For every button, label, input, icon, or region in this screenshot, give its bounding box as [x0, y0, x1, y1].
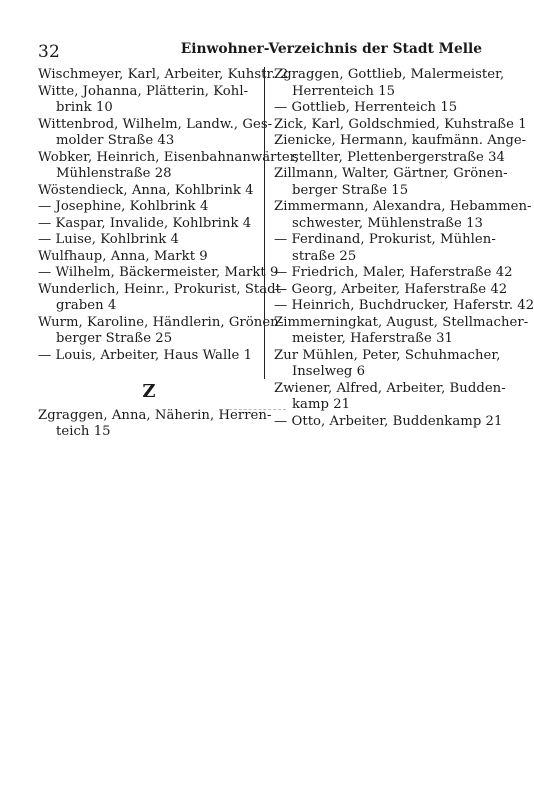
directory-entry [38, 84, 260, 117]
entry-line: — Georg, Arbeiter, Haferstraße 42 [274, 281, 508, 297]
directory-entry [38, 232, 260, 249]
entry-line: Wöstendieck, Anna, Kohlbrink 4 [38, 182, 254, 198]
directory-entry [274, 314, 529, 348]
footer-rule [229, 409, 286, 410]
directory-entry [38, 281, 286, 315]
entry-line: Zimmerningkat, August, Stellmacher- [274, 314, 529, 330]
directory-entry [274, 133, 527, 166]
entry-line: — Luise, Kohlbrink 4 [38, 232, 179, 247]
entry-continuation-line: stellter, Plettenbergerstraße 34 [292, 149, 505, 165]
entry-line: Zimmermann, Alexandra, Hebammen- [274, 199, 532, 214]
entry-continuation-line: berger Straße 25 [56, 331, 173, 346]
entry-line: Wittenbrod, Wilhelm, Landw., Ges- [38, 116, 273, 132]
entry-line: Zienicke, Hermann, kaufmänn. Ange- [274, 133, 527, 148]
directory-entry [274, 413, 503, 431]
entry-line: — Heinrich, Buchdrucker, Haferstr. 42 [274, 298, 534, 313]
entry-line: — Otto, Arbeiter, Buddenkamp 21 [274, 413, 503, 429]
entry-line: — Louis, Arbeiter, Haus Walle 1 [38, 347, 253, 363]
entry-line: Zgraggen, Gottlieb, Malermeister, [274, 67, 505, 82]
directory-entry [38, 265, 279, 282]
directory-entry [274, 281, 508, 299]
directory-entry [274, 232, 496, 265]
directory-entry [274, 380, 506, 414]
left-entries [38, 67, 299, 364]
page-header [38, 38, 484, 66]
directory-entry [38, 216, 260, 233]
entry-continuation-line: straße 25 [292, 248, 357, 264]
directory-entry [38, 67, 289, 84]
page-number: 32 [38, 42, 61, 62]
directory-entry [38, 407, 272, 441]
entry-line: — Gottlieb, Herrenteich 15 [274, 100, 458, 115]
left-entries-after-section [38, 407, 272, 441]
directory-entry [38, 249, 260, 266]
entry-line: — Wilhelm, Bäckermeister, Markt 9 [38, 265, 279, 280]
directory-entry [38, 149, 299, 183]
entry-line: — Ferdinand, Prokurist, Mühlen- [274, 232, 496, 247]
directory-entry [274, 265, 513, 282]
entry-line: — Kaspar, Invalide, Kohlbrink 4 [38, 215, 252, 231]
directory-entry [38, 348, 260, 365]
directory-entry [38, 116, 273, 150]
entry-line: Wunderlich, Heinr., Prokurist, Stadt- [38, 281, 286, 297]
entry-line: Zgraggen, Anna, Näherin, Herren- [38, 407, 272, 423]
directory-entry [274, 199, 532, 232]
directory-entry [274, 166, 508, 199]
entry-line: Zwiener, Alfred, Arbeiter, Budden- [274, 380, 506, 396]
running-title: Einwohner-Verzeichnis der Stadt Melle [180, 41, 482, 57]
right-column [274, 67, 534, 430]
directory-entry [274, 347, 501, 381]
directory-entry [38, 199, 260, 216]
entry-continuation-line: berger Straße 15 [292, 182, 409, 198]
entry-line: Zillmann, Walter, Gärtner, Grönen- [274, 166, 508, 181]
entry-continuation-line: Herrenteich 15 [292, 83, 396, 99]
directory-entry [274, 298, 534, 315]
entry-line: Wulfhaup, Anna, Markt 9 [38, 248, 208, 264]
entry-continuation-line: Mühlenstraße 28 [56, 166, 172, 181]
entry-continuation-line: molder Straße 43 [56, 133, 175, 148]
entry-continuation-line: meister, Haferstraße 31 [292, 331, 453, 346]
directory-entry [38, 314, 284, 348]
entry-line: — Friedrich, Maler, Haferstraße 42 [274, 265, 513, 280]
right-entries [274, 67, 534, 430]
directory-entry [38, 183, 260, 200]
entry-continuation-line: brink 10 [56, 100, 113, 115]
entry-line: Wobker, Heinrich, Eisenbahnanwärter, [38, 149, 299, 165]
section-letter-z: Z [142, 381, 156, 402]
column-divider [264, 67, 265, 379]
entry-line: Wurm, Karoline, Händlerin, Grönen- [38, 314, 284, 330]
entry-line: Witte, Johanna, Plätterin, Kohl- [38, 83, 249, 99]
entry-line: Zur Mühlen, Peter, Schuhmacher, [274, 347, 501, 363]
directory-entry [274, 67, 505, 100]
entry-line: — Josephine, Kohlbrink 4 [38, 199, 209, 214]
entry-line: Zick, Karl, Goldschmied, Kuhstraße 1 [274, 116, 527, 132]
entry-continuation-line: Inselweg 6 [292, 364, 366, 379]
entry-continuation-line: graben 4 [56, 298, 117, 313]
directory-entry [274, 116, 527, 134]
left-column [38, 67, 299, 441]
entry-continuation-line: teich 15 [56, 424, 111, 439]
directory-entry [274, 100, 490, 117]
entry-continuation-line: schwester, Mühlenstraße 13 [292, 215, 483, 231]
entry-line: Wischmeyer, Karl, Arbeiter, Kuhstr. 2 [38, 67, 289, 82]
entry-continuation-line: kamp 21 [292, 397, 351, 412]
